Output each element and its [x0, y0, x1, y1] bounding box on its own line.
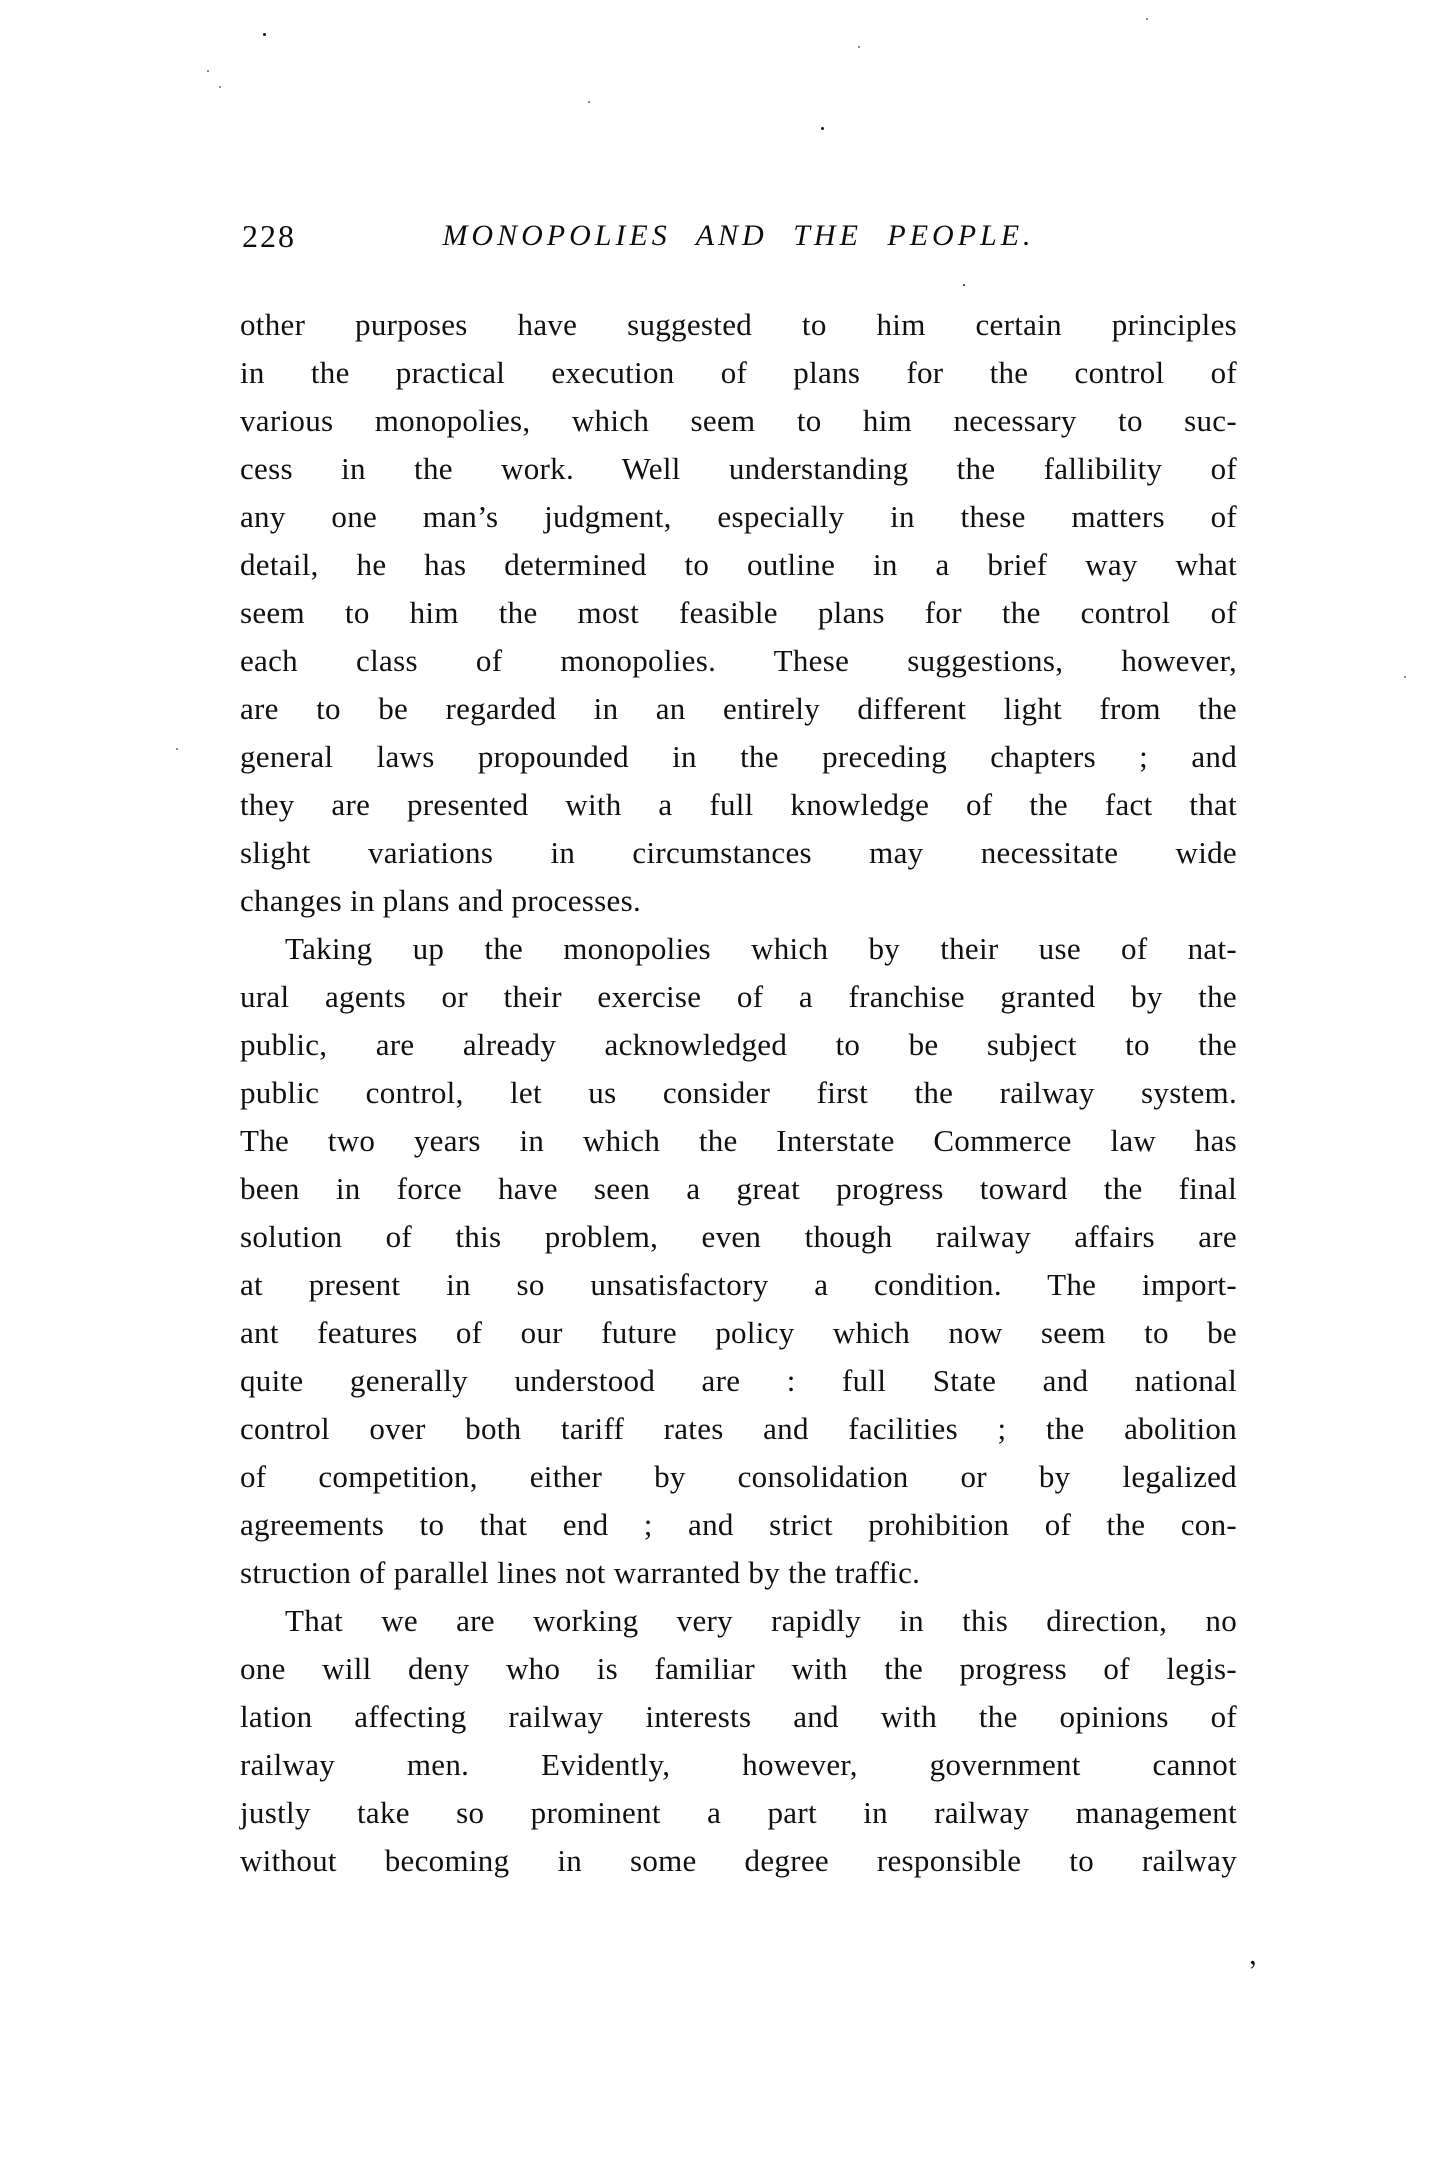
- scan-speckle: [1404, 676, 1406, 678]
- text-line: at present in so unsatisfactory a condition. The import-: [240, 1267, 1237, 1302]
- text-line: lation affecting railway interests and with the opinions of: [240, 1699, 1237, 1734]
- text-line: ural agents or their exercise of a franchise granted by the: [240, 979, 1237, 1014]
- text-line: justly take so prominent a part in railway management: [240, 1795, 1237, 1830]
- text-line: been in force have seen a great progress toward the final: [240, 1171, 1237, 1206]
- text-line: That we are working very rapidly in this direction, no: [285, 1603, 1237, 1638]
- text-line: control over both tariff rates and facilities ; the abolition: [240, 1411, 1237, 1446]
- text-line: various monopolies, which seem to him necessary to suc-: [240, 403, 1237, 438]
- text-line: cess in the work. Well understanding the fallibility of: [240, 451, 1237, 486]
- text-line: railway men. Evidently, however, government cannot: [240, 1747, 1237, 1782]
- text-line: each class of monopolies. These suggestions, however,: [240, 643, 1237, 678]
- text-line: detail, he has determined to outline in a brief way what: [240, 547, 1237, 582]
- text-line: Taking up the monopolies which by their use of nat-: [285, 931, 1237, 966]
- running-head: [240, 218, 1237, 264]
- scan-speckle: [588, 101, 590, 103]
- scan-speckle: [176, 748, 178, 750]
- page-number: 228: [242, 218, 296, 254]
- text-line: ant features of our future policy which now seem to be: [240, 1315, 1237, 1350]
- text-line: seem to him the most feasible plans for the control of: [240, 595, 1237, 630]
- text-line: other purposes have suggested to him certain principles: [240, 307, 1237, 342]
- scan-speckle: [963, 284, 965, 286]
- text-block: [240, 301, 1237, 1885]
- text-line: any one man’s judgment, especially in these matters of: [240, 499, 1237, 534]
- running-title: MONOPOLIES AND THE PEOPLE.: [442, 219, 1035, 252]
- text-line: public, are already acknowledged to be subject to the: [240, 1027, 1237, 1062]
- text-line: The two years in which the Interstate Commerce law has: [240, 1123, 1237, 1158]
- text-line: solution of this problem, even though railway affairs are: [240, 1219, 1237, 1254]
- stray-mark: ,: [1245, 1937, 1258, 1972]
- scan-speckle: [263, 33, 266, 36]
- text-line: one will deny who is familiar with the progress of legis-: [240, 1651, 1237, 1686]
- text-line: agreements to that end ; and strict prohibition of the con-: [240, 1507, 1237, 1542]
- text-line: public control, let us consider first the railway system.: [240, 1075, 1237, 1110]
- text-line: quite generally understood are : full State and national: [240, 1363, 1237, 1398]
- text-line: they are presented with a full knowledge of the fact that: [240, 787, 1237, 822]
- scan-speckle: [207, 70, 209, 72]
- text-line: general laws propounded in the preceding chapters ; and: [240, 739, 1237, 774]
- text-line: changes in plans and processes.: [240, 883, 641, 918]
- scan-speckle: [1146, 18, 1148, 20]
- text-line: without becoming in some degree responsible to railway: [240, 1843, 1237, 1878]
- scan-speckle: [858, 46, 860, 48]
- text-line: are to be regarded in an entirely different light from the: [240, 691, 1237, 726]
- text-line: of competition, either by consolidation or by legalized: [240, 1459, 1237, 1494]
- scan-speckle: [821, 127, 824, 130]
- text-line: slight variations in circumstances may necessitate wide: [240, 835, 1237, 870]
- text-line: struction of parallel lines not warranted by the traffic.: [240, 1555, 921, 1590]
- text-line: in the practical execution of plans for the control of: [240, 355, 1237, 390]
- scan-speckle: [219, 86, 221, 88]
